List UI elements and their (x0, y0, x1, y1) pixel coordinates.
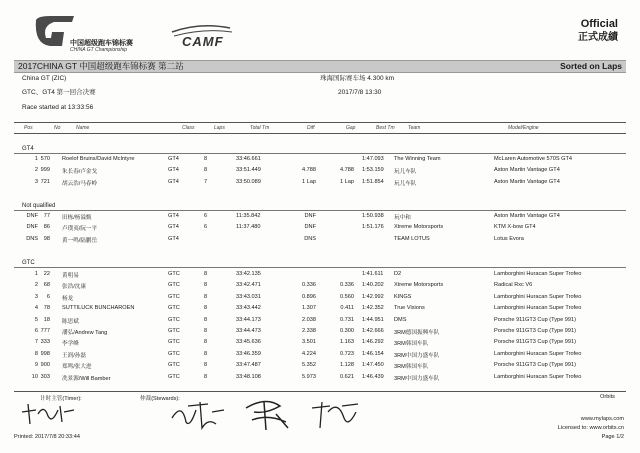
col-model-engine: Model/Engine (508, 125, 539, 131)
cell-name: 田栋/杨溢甄 (62, 215, 92, 221)
cell-no: 900 (40, 362, 50, 369)
cell-name: 陈思斌 (62, 318, 79, 325)
cell-total-time: 11:37.480 (236, 224, 261, 231)
cell-total-time: 33:46.359 (236, 350, 261, 357)
cell-model-engine: KTM X-bow GT4 (494, 224, 536, 231)
cell-total-time: 33:50.089 (236, 178, 261, 185)
cell-team: 3RM中国力盛车队 (394, 352, 440, 359)
cell-diff: 0.336 (302, 282, 316, 289)
circuit-info: 珠海国际赛车场 4.300 km (320, 75, 395, 82)
cell-team: Xtreme Motorsports (394, 224, 444, 231)
cell-total-time: 33:51.449 (236, 167, 261, 174)
title-bar (14, 60, 626, 73)
cell-best-time: 1:44.951 (362, 316, 384, 323)
cell-class: GTC (168, 305, 180, 312)
cell-no: 998 (40, 350, 50, 357)
cell-gap: 0.411 (340, 305, 354, 312)
session-name: GTC、GT4 第一回合决赛 (22, 89, 96, 96)
cell-total-time: 33:44.473 (236, 328, 261, 334)
cell-name: 郑鸣/张大进 (62, 364, 92, 371)
cell-diff: 2.038 (302, 316, 316, 323)
cell-pos: 2 (34, 167, 38, 174)
cell-model-engine: Porsche 911GT3 Cup (Type 991) (494, 328, 576, 334)
cell-name: 黄明易 (62, 273, 79, 279)
table-row (0, 235, 640, 245)
cell-team: 3RM中国力盛车队 (394, 375, 440, 382)
cell-model-engine: Lamborghini Huracan Super Trofeo (494, 293, 582, 300)
cell-pos: 5 (34, 316, 38, 323)
cell-pos: DNF (26, 213, 38, 219)
cell-total-time: 33:45.636 (236, 339, 261, 346)
cell-gap: 0.621 (340, 373, 354, 380)
cell-name: 朱长春/卢金戈 (62, 169, 98, 176)
col-laps: Laps (214, 125, 225, 131)
timekeeper-signature (18, 400, 78, 428)
cell-no: 6 (46, 293, 50, 300)
cell-gap: 0.300 (340, 328, 354, 334)
cell-pos: 9 (34, 362, 38, 369)
cell-gap: 0.560 (340, 293, 354, 300)
cell-total-time: 33:42.135 (236, 271, 261, 277)
cell-class: GTC (168, 271, 180, 277)
cell-class: GTC (168, 350, 180, 357)
cell-pos: 2 (34, 282, 38, 289)
cell-diff: 1.307 (302, 305, 316, 312)
cell-pos: 4 (34, 305, 38, 312)
cell-gap: 1 Lap (340, 178, 354, 185)
cell-pos: 8 (34, 350, 38, 357)
printed-timestamp: Printed: 2017/7/8 20:33:44 (14, 434, 80, 440)
col-team: Team (408, 125, 421, 131)
cell-no: 18 (43, 316, 50, 323)
official-label-cn: 正式成績 (578, 32, 618, 43)
orbits-label: Orbits (600, 394, 615, 400)
cell-model-engine: Aston Martin Vantage GT4 (494, 178, 560, 185)
cell-name: 胡云浩/马春岭 (62, 180, 98, 187)
cell-best-time: 1:40.202 (362, 282, 384, 289)
table-row (0, 304, 640, 314)
cell-laps: 6 (204, 213, 208, 219)
table-row (0, 327, 640, 337)
cell-best-time: 1:46.439 (362, 373, 384, 380)
footer-divider (14, 391, 626, 392)
cell-name: 杨龙 (62, 295, 74, 302)
col-best-time: Best Tm (376, 125, 395, 131)
cell-best-time: 1:53.159 (362, 167, 384, 174)
cell-best-time: 1:46.154 (362, 350, 384, 357)
cell-total-time: 33:46.661 (236, 156, 261, 162)
cell-team: 玩儿车队 (394, 169, 417, 176)
cell-name: 李学峰 (62, 341, 79, 348)
cell-class: GTC (168, 339, 180, 346)
cell-team: 玩中和 (394, 215, 411, 221)
cell-model-engine: Porsche 911GT3 Cup (Type 991) (494, 316, 576, 323)
section-label-not-qualified: Not qualified (22, 203, 56, 209)
col-name: Name (76, 125, 90, 131)
stewards-label: 仲裁(Stewards): (140, 396, 180, 402)
table-row (0, 338, 640, 348)
cell-diff: 3.501 (302, 339, 316, 346)
cell-name: 冼景源/Will Bamber (62, 375, 111, 382)
page-number: Page 1/2 (601, 434, 624, 440)
cell-team: 3RM韩国车队 (394, 364, 429, 371)
event-title: 2017CHINA GT 中国超级跑车锦标赛 第二站 (18, 61, 184, 71)
cell-best-time: 1:50.938 (362, 213, 384, 219)
cell-best-time: 1:47.093 (362, 156, 384, 162)
cell-no: 999 (40, 167, 50, 174)
cell-laps: 8 (204, 282, 208, 289)
col-class: Class (182, 125, 195, 131)
cell-diff: 5.973 (302, 373, 316, 380)
sort-label: Sorted on Laps (560, 61, 622, 71)
series-code: China GT (ZIC) (22, 75, 67, 82)
cell-class: GT4 (168, 167, 179, 174)
cell-name: 卢璞夷/阮一平 (62, 226, 98, 233)
steward-signature-3 (308, 398, 364, 432)
cell-pos: 1 (34, 271, 38, 277)
cell-diff: 4.788 (302, 167, 316, 174)
cell-team: Xtreme Motorsports (394, 282, 444, 289)
cell-no: 77 (43, 213, 50, 219)
cell-pos: 7 (34, 339, 38, 346)
results-column-header (14, 122, 626, 134)
col-no: No (54, 125, 61, 131)
cell-total-time: 33:47.487 (236, 362, 261, 369)
table-row (0, 373, 640, 383)
cell-best-time: 1:41.611 (362, 271, 384, 277)
cell-gap: 0.723 (340, 350, 354, 357)
cell-name: Roelof Bruins/David McIntyre (62, 156, 135, 162)
cell-no: 303 (40, 373, 50, 380)
table-row (0, 223, 640, 233)
cell-model-engine: Porsche 911GT3 Cup (Type 991) (494, 362, 576, 369)
cell-model-engine: Lamborghini Huracan Super Trofeo (494, 373, 582, 380)
table-row (0, 293, 640, 303)
cell-team: TEAM LOTUS (394, 235, 430, 242)
cell-name: 潘弘/Andrew Tang (62, 330, 108, 336)
cell-model-engine: Lamborghini Huracan Super Trofeo (494, 350, 582, 357)
cell-diff: 0.896 (302, 293, 316, 300)
cell-best-time: 1:46.292 (362, 339, 384, 346)
license-info: Licensed to: www.orbits.cn (557, 425, 624, 431)
col-gap: Gap (346, 125, 356, 131)
cell-laps: 8 (204, 271, 208, 277)
cell-model-engine: Lamborghini Huracan Super Trofeo (494, 271, 582, 277)
cell-diff: DNS (304, 235, 316, 242)
table-row (0, 361, 640, 371)
cell-gap: 1.163 (340, 339, 354, 346)
cell-laps: 8 (204, 156, 208, 162)
steward-signature-1 (168, 398, 228, 432)
cell-class: GTC (168, 293, 180, 300)
cell-diff: 1 Lap (302, 178, 316, 185)
cell-total-time: 33:43.442 (236, 305, 261, 312)
cell-best-time: 1:51.176 (362, 224, 384, 231)
cell-laps: 8 (204, 339, 208, 346)
cell-laps: 8 (204, 316, 208, 323)
cell-class: GT4 (168, 178, 179, 185)
cell-laps: 8 (204, 293, 208, 300)
cell-laps: 8 (204, 305, 208, 312)
col-diff: Diff (307, 125, 315, 131)
cell-no: 22 (43, 271, 50, 277)
cell-model-engine: Porsche 911GT3 Cup (Type 991) (494, 339, 576, 346)
cell-best-time: 1:42.992 (362, 293, 384, 300)
cell-gap: 4.788 (340, 167, 354, 174)
cell-pos: DNF (26, 224, 38, 231)
cell-pos: 6 (34, 328, 38, 334)
cell-laps: 8 (204, 328, 208, 334)
cell-team: DMS (394, 316, 407, 323)
cell-total-time: 33:44.173 (236, 316, 261, 323)
cell-diff: 5.352 (302, 362, 316, 369)
cell-team: D2 (394, 271, 402, 277)
section-divider (14, 153, 626, 154)
cell-class: GT4 (168, 213, 179, 219)
cell-no: 570 (40, 156, 50, 162)
table-row (0, 270, 640, 280)
cell-pos: DNS (26, 235, 38, 242)
table-row (0, 316, 640, 326)
race-start-time: Race started at 13:33:56 (22, 104, 94, 111)
col-total-time: Total Tm (250, 125, 270, 131)
cell-diff: 4.224 (302, 350, 316, 357)
cell-gap: 0.336 (340, 282, 354, 289)
cell-diff: DNF (304, 213, 316, 219)
cell-best-time: 1:51.854 (362, 178, 384, 185)
cell-total-time: 33:43.031 (236, 293, 261, 300)
cell-laps: 7 (204, 178, 208, 185)
cell-name: 张浩/沈康 (62, 284, 86, 291)
cell-class: GTC (168, 316, 180, 323)
cell-no: 98 (43, 235, 50, 242)
section-divider (14, 267, 626, 268)
cell-no: 333 (40, 339, 50, 346)
cell-laps: 8 (204, 350, 208, 357)
table-row (0, 350, 640, 360)
cell-model-engine: Lamborghini Huracan Super Trofeo (494, 305, 582, 312)
cell-pos: 1 (34, 156, 38, 162)
cell-name: 王润/孙磊 (62, 352, 86, 359)
section-label-gt4: GT4 (22, 146, 34, 152)
cell-class: GTC (168, 282, 180, 289)
cell-class: GTC (168, 328, 180, 334)
cell-gap: 0.731 (340, 316, 354, 323)
cell-team: True Visions (394, 305, 425, 312)
cell-laps: 8 (204, 373, 208, 380)
cell-diff: 2.338 (302, 328, 316, 334)
cell-team: 玩儿车队 (394, 180, 417, 187)
official-label-en: Official (580, 18, 618, 30)
cell-name: 黄一鸣/陆鹏岳 (62, 237, 98, 244)
cell-no: 78 (43, 305, 50, 312)
table-row (0, 155, 640, 165)
cell-class: GT4 (168, 224, 179, 231)
official-stamp (578, 18, 618, 44)
website: www.mylaps.com (580, 416, 624, 422)
cell-team: 3RM德国振興车队 (394, 330, 440, 336)
cell-diff: DNF (304, 224, 316, 231)
table-row (0, 281, 640, 291)
cell-model-engine: Aston Martin Vantage GT4 (494, 167, 560, 174)
cell-gap: 1.128 (340, 362, 354, 369)
cell-model-engine: Aston Martin Vantage GT4 (494, 213, 560, 219)
table-row (0, 166, 640, 176)
section-label-gtc: GTC (22, 260, 35, 266)
timekeeper-label: 计时主管(Timer): (40, 396, 82, 402)
cell-pos: 3 (34, 293, 38, 300)
cell-no: 721 (40, 178, 50, 185)
cell-laps: 6 (204, 224, 208, 231)
table-row (0, 212, 640, 222)
cell-class: GT4 (168, 156, 179, 162)
table-row (0, 178, 640, 188)
cell-team: 3RM韩国车队 (394, 341, 429, 348)
cell-no: 777 (40, 328, 50, 334)
cell-pos: 3 (34, 178, 38, 185)
cell-no: 68 (43, 282, 50, 289)
cell-class: GTC (168, 373, 180, 380)
series-logo-text-cn: 中国超级跑车锦标赛 (70, 40, 133, 47)
cell-best-time: 1:42.352 (362, 305, 384, 312)
cell-laps: 8 (204, 362, 208, 369)
cell-total-time: 11:35.842 (236, 213, 261, 219)
cell-no: 86 (43, 224, 50, 231)
cell-team: The Winning Team (394, 156, 441, 162)
cell-total-time: 33:42.471 (236, 282, 261, 289)
cell-pos: 10 (31, 373, 38, 380)
camf-logo-text: CAMF (182, 34, 224, 49)
cell-team: KINGS (394, 293, 412, 300)
cell-class: GTC (168, 362, 180, 369)
cell-model-engine: Radical Rxc V6 (494, 282, 533, 289)
cell-name: SUTTILUCK BUNCHAROEN (62, 305, 135, 312)
col-pos: Pos (24, 125, 33, 131)
cell-best-time: 1:42.666 (362, 328, 384, 334)
cell-model-engine: McLaren Automotive 570S GT4 (494, 156, 573, 162)
cell-model-engine: Lotus Evora (494, 235, 524, 242)
cell-class: GT4 (168, 235, 179, 242)
steward-signature-2 (236, 394, 300, 434)
session-date-time: 2017/7/8 13:30 (338, 89, 382, 96)
cell-best-time: 1:47.450 (362, 362, 384, 369)
series-logo-text-en: CHINA GT Championship (70, 47, 128, 53)
cell-laps: 8 (204, 167, 208, 174)
section-divider (14, 210, 626, 211)
cell-total-time: 33:48.108 (236, 373, 261, 380)
